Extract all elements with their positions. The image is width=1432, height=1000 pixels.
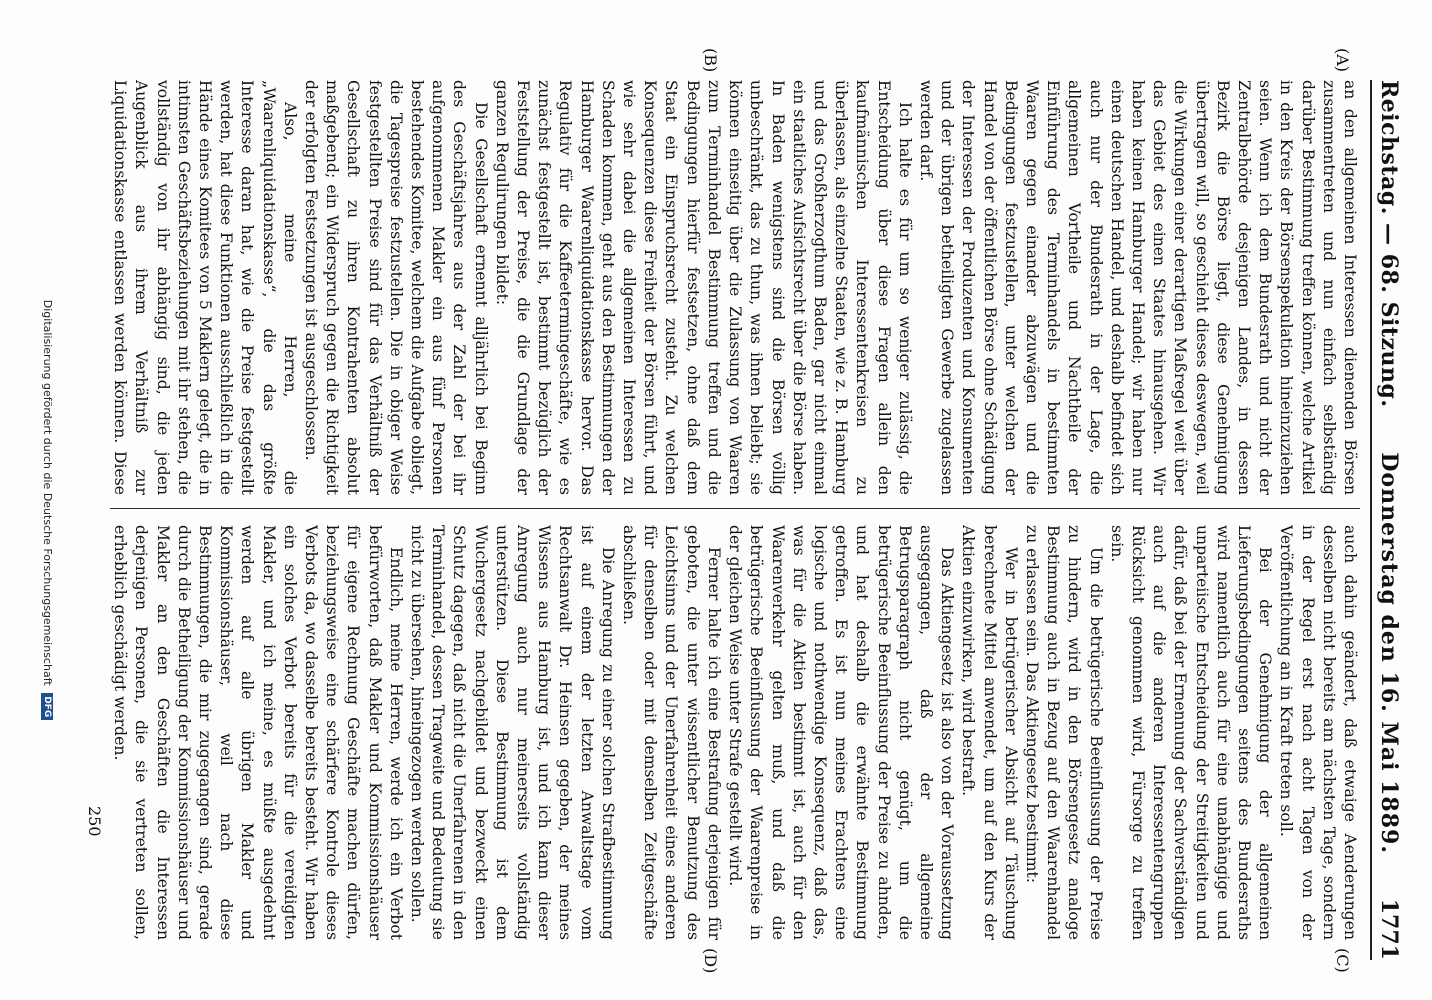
paragraph: auch dahin geändert, daß etwaige Aenderungen desselben nicht bereits am nächsten Tage, sondern in der Regel erst nach acht Tagen von der Veröffentlichung an in Kraft treten soll. <box>1277 525 1359 940</box>
credit-text: Digitalisierung gefördert durch die Deutsche Forschungsgemeinschaft <box>41 299 54 686</box>
header-date: Donnerstag den 16. Mai 1889. <box>1376 452 1402 854</box>
quote-paragraph: Die Gesellschaft ernennt alljährlich bei Beginn des Geschäftsjahres aus der Zahl der bei ihr aufgenommenen Makler ein aus fünf Personen bestehendes Komitee, welchem die Aufgabe obliegt, die Tagespreise festzustellen. Die in obiger Weise festgestellten Preise sind für das Verhältniß der Gesellschaft zu ihren Kontrahenten absolut maßgebend; ein Widerspruch gegen die Richtigkeit der erfolgten Festsetzungen ist ausgeschlossen. <box>302 80 490 495</box>
paragraph: Die Anregung zu einer solchen Strafbestimmung ist auf einem der letzten Anwaltstage vom Rechtsanwalt Dr. Heinsen gegeben, der meines Wissens aus Hamburg ist, und ich kann dieser Anregung auch nur meinerseits vollständig unterstützen. Diese Bestimmung ist dem Wuchergesetz nachgebildet und bezweckt einen Schutz dagegen, daß nicht die Unerfahrenen in den Terminhandel, dessen Tragweite und Bedeutung sie nicht zu übersehen, hineingezogen werden sollen. <box>408 525 617 940</box>
paragraph: Bei der Genehmigung der allgemeinen Lieferungsbedingungen seitens des Bundesraths wird namentlich auch für eine unabhängige und unparteiische Entscheidung der Streitigkeiten und dafür, daß bei der Ernennung der Sachverständigen auch auf die anderen Interessentengruppen Rücksicht genommen wird, Fürsorge zu treffen sein. <box>1107 525 1275 940</box>
margin-marker-c: (C) <box>1333 948 1352 973</box>
page-header <box>1370 80 1416 960</box>
left-text-column <box>110 80 1360 495</box>
paragraph: Ich halte es für um so weniger zulässig, die Entscheidung über diese Fragen allein den kaufmännischen Interessentenkreisen zu überlassen, als einzelne Staaten, wie z. B. Hamburg und das Großherzogthum Baden, gar nicht einmal ein staatliches Aufsichtsrecht über die Börse haben. In Baden wenigstens sind die Börsen völlig unbeschränkt, das zu thun, was ihnen beliebt; sie können einseitig über die Zulassung von Waaren zum Terminhandel Bestimmung treffen und die Bedingungen hierfür festsetzen, ohne daß dem Staat ein Einspruchsrecht zusteht. Zu welchen Konsequenzen diese Freiheit der Börsen führt, und wie sehr dabei die allgemeinen Interessen zu Schaden kommen, geht aus den Bestimmungen der Hamburger Waarenliquidationskasse hervor. Das Regulativ für die Kaffeetermingeschäfte, wie es zunächst festgestellt ist, bestimmt bezüglich der Feststellung der Preise, die die Grundlage der ganzen Regulirungen bildet: <box>492 80 914 495</box>
sheet-number: 250 <box>85 806 104 837</box>
column-divider <box>110 508 1360 509</box>
dfg-logo: DFG <box>41 693 53 720</box>
margin-marker-b: (B) <box>701 48 720 73</box>
paragraph: Ferner halte ich eine Bestrafung derjenigen für geboten, die unter wissentlicher Benutzung des Leichtsinns und der Unerfahrenheit eines anderen für denselben oder mit demselben Zeitgeschäfte abschließen. <box>620 525 723 940</box>
paragraph: Also, meine Herren, die „Waarenliquidationskasse“, die das größte Interesse daran hat, wie die Preise festgestellt werden, hat diese Funktionen ausschließlich in die Hände eines Komitees von 5 Maklern gelegt, die in intimsten Geschäftsbeziehungen mit ihr stehen, die vollständig von ihr abhängig sind, die jeden Augenblick aus ihrem Verhältniß zur Liquidationskasse entlassen werden können. Diese <box>111 80 299 495</box>
digitization-credit <box>41 40 54 980</box>
paragraph: Endlich, meine Herren, werde ich ein Verbot befürworten, daß Makler und Kommissionshäuser für eigene Rechnung Geschäfte machen dürfen, beziehungsweise eine schärfere Kontrole dieses Verbots da, wo dasselbe bereits besteht. Wir haben ein solches Verbot bereits für die vereidigten Makler, und ich meine, es müßte ausgedehnt werden auf alle übrigen Makler und Kommissionshäuser, weil nach diese Bestimmungen, die mir zugegangen sind, gerade durch die Betheiligung der Kommissionshäuser und Makler an den Geschäften die Interessen derjenigen Personen, die sie vertreten sollen, erheblich geschädigt werden. <box>111 525 405 940</box>
paragraph: Das Aktiengesetz ist also von der Voraussetzung ausgegangen, daß der allgemeine Betrugsparagraph nicht genügt, um die betrügerische Beeinflussung der Preise zu ahnden, und hat deshalb die erwähnte Bestimmung getroffen. Es ist nun meines Erachtens eine logische und nothwendige Konsequenz, daß das, was für die Aktien bestimmt ist, auch für den Waarenverkehr gelten muß, und daß die betrügerische Beeinflussung der Waarenpreise in der gleichen Weise unter Strafe gestellt wird. <box>726 525 957 940</box>
paragraph: an den allgemeinen Interessen dienenden Börsen zusammentreten und nun einfach selbständig darüber Bestimmung treffen können, welche Artikel in den Kreis der Börsenspekulation hineinzuziehen seien. Wenn ich dem Bundesrath und nicht der Zentralbehörde desjenigen Landes, in dessen Bezirk die Börse liegt, diese Genehmigung übertragen will, so geschieht dieses deswegen, weil die Wirkungen einer derartigen Maßregel weit über das Gebiet des einen Staates hinausgehen. Wir haben keinen Hamburger Handel; wir haben nur einen deutschen Handel, und deshalb befindet sich auch nur der Bundesrath in der Lage, die allgemeinen Vortheile und Nachtheile der Einführung des Terminhandels in bestimmten Waaren gegen einander abzuwägen und die Bedingungen festzustellen, unter welchen der Handel von der öffentlichen Börse ohne Schädigung der Interessen der Produzenten und Konsumenten und der übrigen betheiligten Gewerbe zugelassen werden darf. <box>916 80 1359 495</box>
margin-marker-a: (A) <box>1333 48 1352 73</box>
quote-paragraph: Wer in betrügerischer Absicht auf Täuschung berechnete Mittel anwendet, um auf den Kurs der Aktien einzuwirken, wird bestraft. <box>959 525 1020 940</box>
page-number: 1771 <box>1376 898 1402 960</box>
right-text-column <box>110 525 1360 940</box>
paragraph: Um die betrügerische Beeinflussung der Preise zu hindern, wird in den Börsengesetz analoge Bestimmung auch in Bezug auf den Waarenhandel zu erlassen sein. Das Aktiengesetz bestimmt: <box>1022 525 1105 940</box>
margin-marker-d: (D) <box>701 948 720 974</box>
header-title: Reichstag. — 68. Sitzung. <box>1376 80 1402 408</box>
